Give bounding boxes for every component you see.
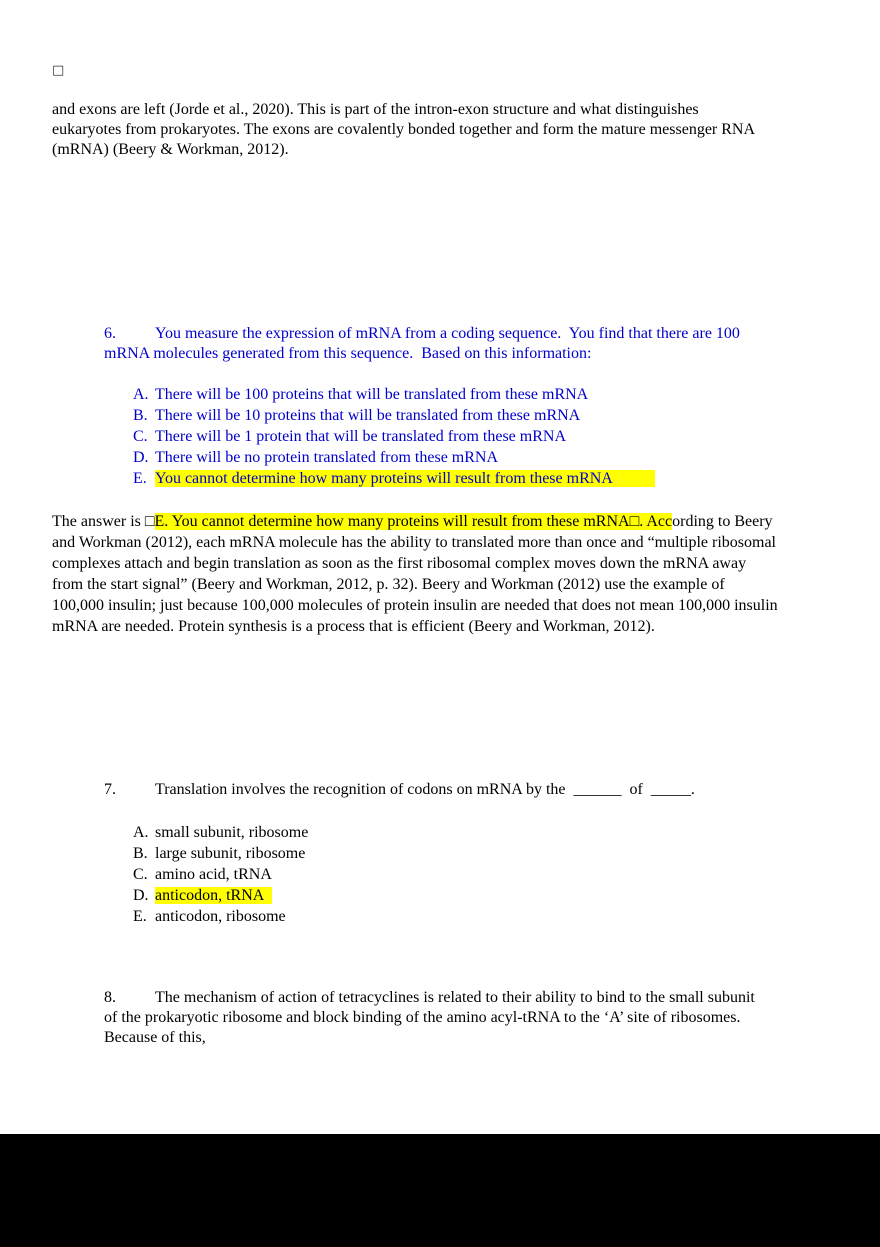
question-6-text [104,324,742,364]
answer-text-after: ording to Beery and Workman (2012), each mRNA molecule has the ability to translated more than once and “multiple ribosomal complexes attach and begin translation as soon as the first ribosomal complex moves down the mRNA away from the start signal” (Beery and Workman, 2012, p. 32). Beery and Workman (2012) use the example of 100,000 insulin; just because 100,000 molecules of protein insulin are needed that does not mean 100,000 insulin mRNA are needed. Protein synthesis is a process that is efficient (Beery and Workman, 2012). [52,513,782,635]
option-letter: C. [133,428,148,445]
option-text: There will be no protein translated from these mRNA [155,449,499,466]
option-row [133,447,655,468]
option-text: There will be 100 proteins that will be translated from these mRNA [155,386,589,403]
option-row [133,822,308,843]
question-6-options [133,384,655,489]
option-row [133,885,308,906]
option-letter: B. [133,845,148,862]
answer-text-before: The answer is □ [52,513,155,530]
question-7-stem: Translation involves the recognition of codons on mRNA by the ______ of _____. [155,781,695,798]
option-letter: D. [133,887,149,904]
question-6-number: 6. [104,325,116,342]
question-7-text [104,780,744,800]
intro-paragraph: and exons are left (Jorde et al., 2020). This is part of the intron-exon structure and what distinguishes eukaryotes from prokaryotes. The exons are covalently bonded together and form the mature messenger RNA (mRNA) (Beery & Workman, 2012). [52,101,759,158]
option-letter: A. [133,824,149,841]
question-6-block [104,324,742,364]
option-row [133,468,655,489]
question-8-number: 8. [104,989,116,1006]
option-letter: C. [133,866,148,883]
option-row [133,906,308,927]
option-letter: D. [133,449,149,466]
option-row [133,864,308,885]
question-8-stem: The mechanism of action of tetracyclines is related to their ability to bind to the small subunit of the prokaryotic ribosome and block binding of the amino acyl-tRNA to the ‘A’ site of ribosomes. Because of this, [104,989,759,1046]
missing-glyph-artifact: □ [52,63,65,78]
option-text: amino acid, tRNA [155,866,272,883]
option-text: You cannot determine how many proteins will result from these mRNA [155,470,655,487]
option-text: small subunit, ribosome [155,824,309,841]
question-7-block [104,780,744,800]
option-row [133,384,655,405]
footer-black-bar [0,1134,880,1247]
question-8-block [104,988,769,1048]
question-7-number: 7. [104,781,116,798]
option-row [133,426,655,447]
question-6-stem: You measure the expression of mRNA from a coding sequence. You find that there are 100 mRNA molecules generated from this sequence. Based on this information: [104,325,744,362]
option-letter: E. [133,908,147,925]
answer-paragraph [52,511,782,637]
option-text: anticodon, ribosome [155,908,286,925]
option-text: anticodon, tRNA [155,887,272,904]
option-letter: B. [133,407,148,424]
option-text: There will be 10 proteins that will be translated from these mRNA [155,407,581,424]
option-letter: E. [133,470,147,487]
option-text: There will be 1 protein that will be translated from these mRNA [155,428,566,445]
answer-highlight: E. You cannot determine how many proteins will result from these mRNA□. Acc [154,513,673,530]
option-text: large subunit, ribosome [155,845,306,862]
option-row [133,843,308,864]
question-7-options [133,822,308,927]
option-letter: A. [133,386,149,403]
option-row [133,405,655,426]
question-8-text [104,988,769,1048]
